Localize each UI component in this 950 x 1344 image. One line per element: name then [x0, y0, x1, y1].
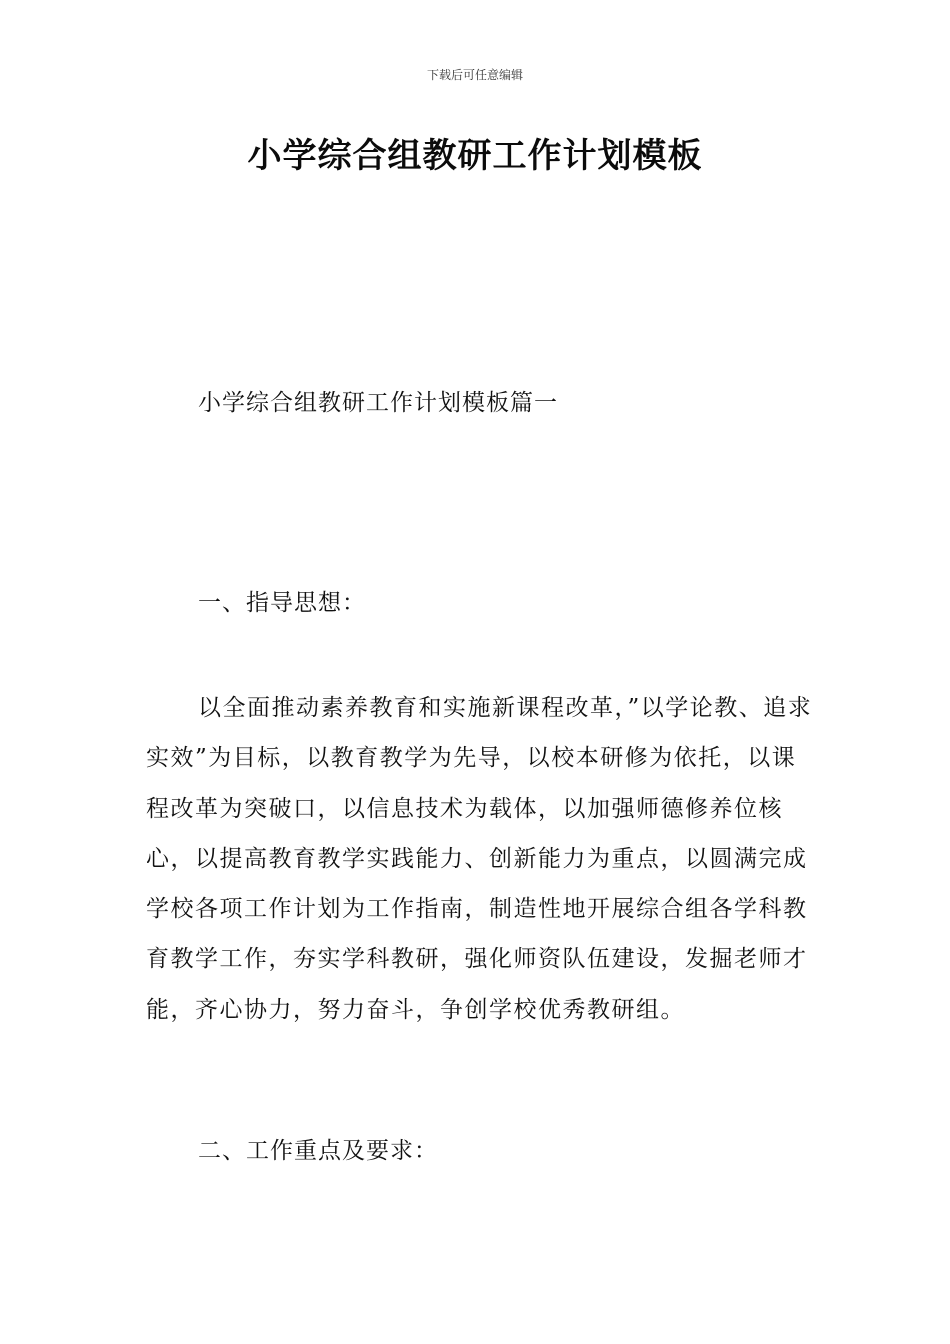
section-paragraph-guiding-ideology: 以全面推动素养教育和实施新课程改革，”以学论教、追求实效”为目标，以教育教学为先导，以校本研修为依托，以课程改革为突破口，以信息技术为载体，以加强师德修养位核心，以提高教育教学实践能力、创新能力为重点，以圆满完成学校各项工作计划为工作指南，制造性地开展综合组各学科教育教学工作，夯实学科教研，强化师资队伍建设，发掘老师才能，齐心协力，努力奋斗，争创学校优秀教研组。 [146, 695, 813, 1023]
section-heading-work-focus: 二、工作重点及要求： [198, 1138, 438, 1164]
document-title: 小学综合组教研工作计划模板 [247, 136, 703, 176]
document-subtitle: 小学综合组教研工作计划模板篇一 [198, 390, 558, 416]
section-heading-guiding-ideology: 一、指导思想： [198, 590, 366, 616]
page-header-note: 下载后可任意编辑 [426, 68, 523, 82]
